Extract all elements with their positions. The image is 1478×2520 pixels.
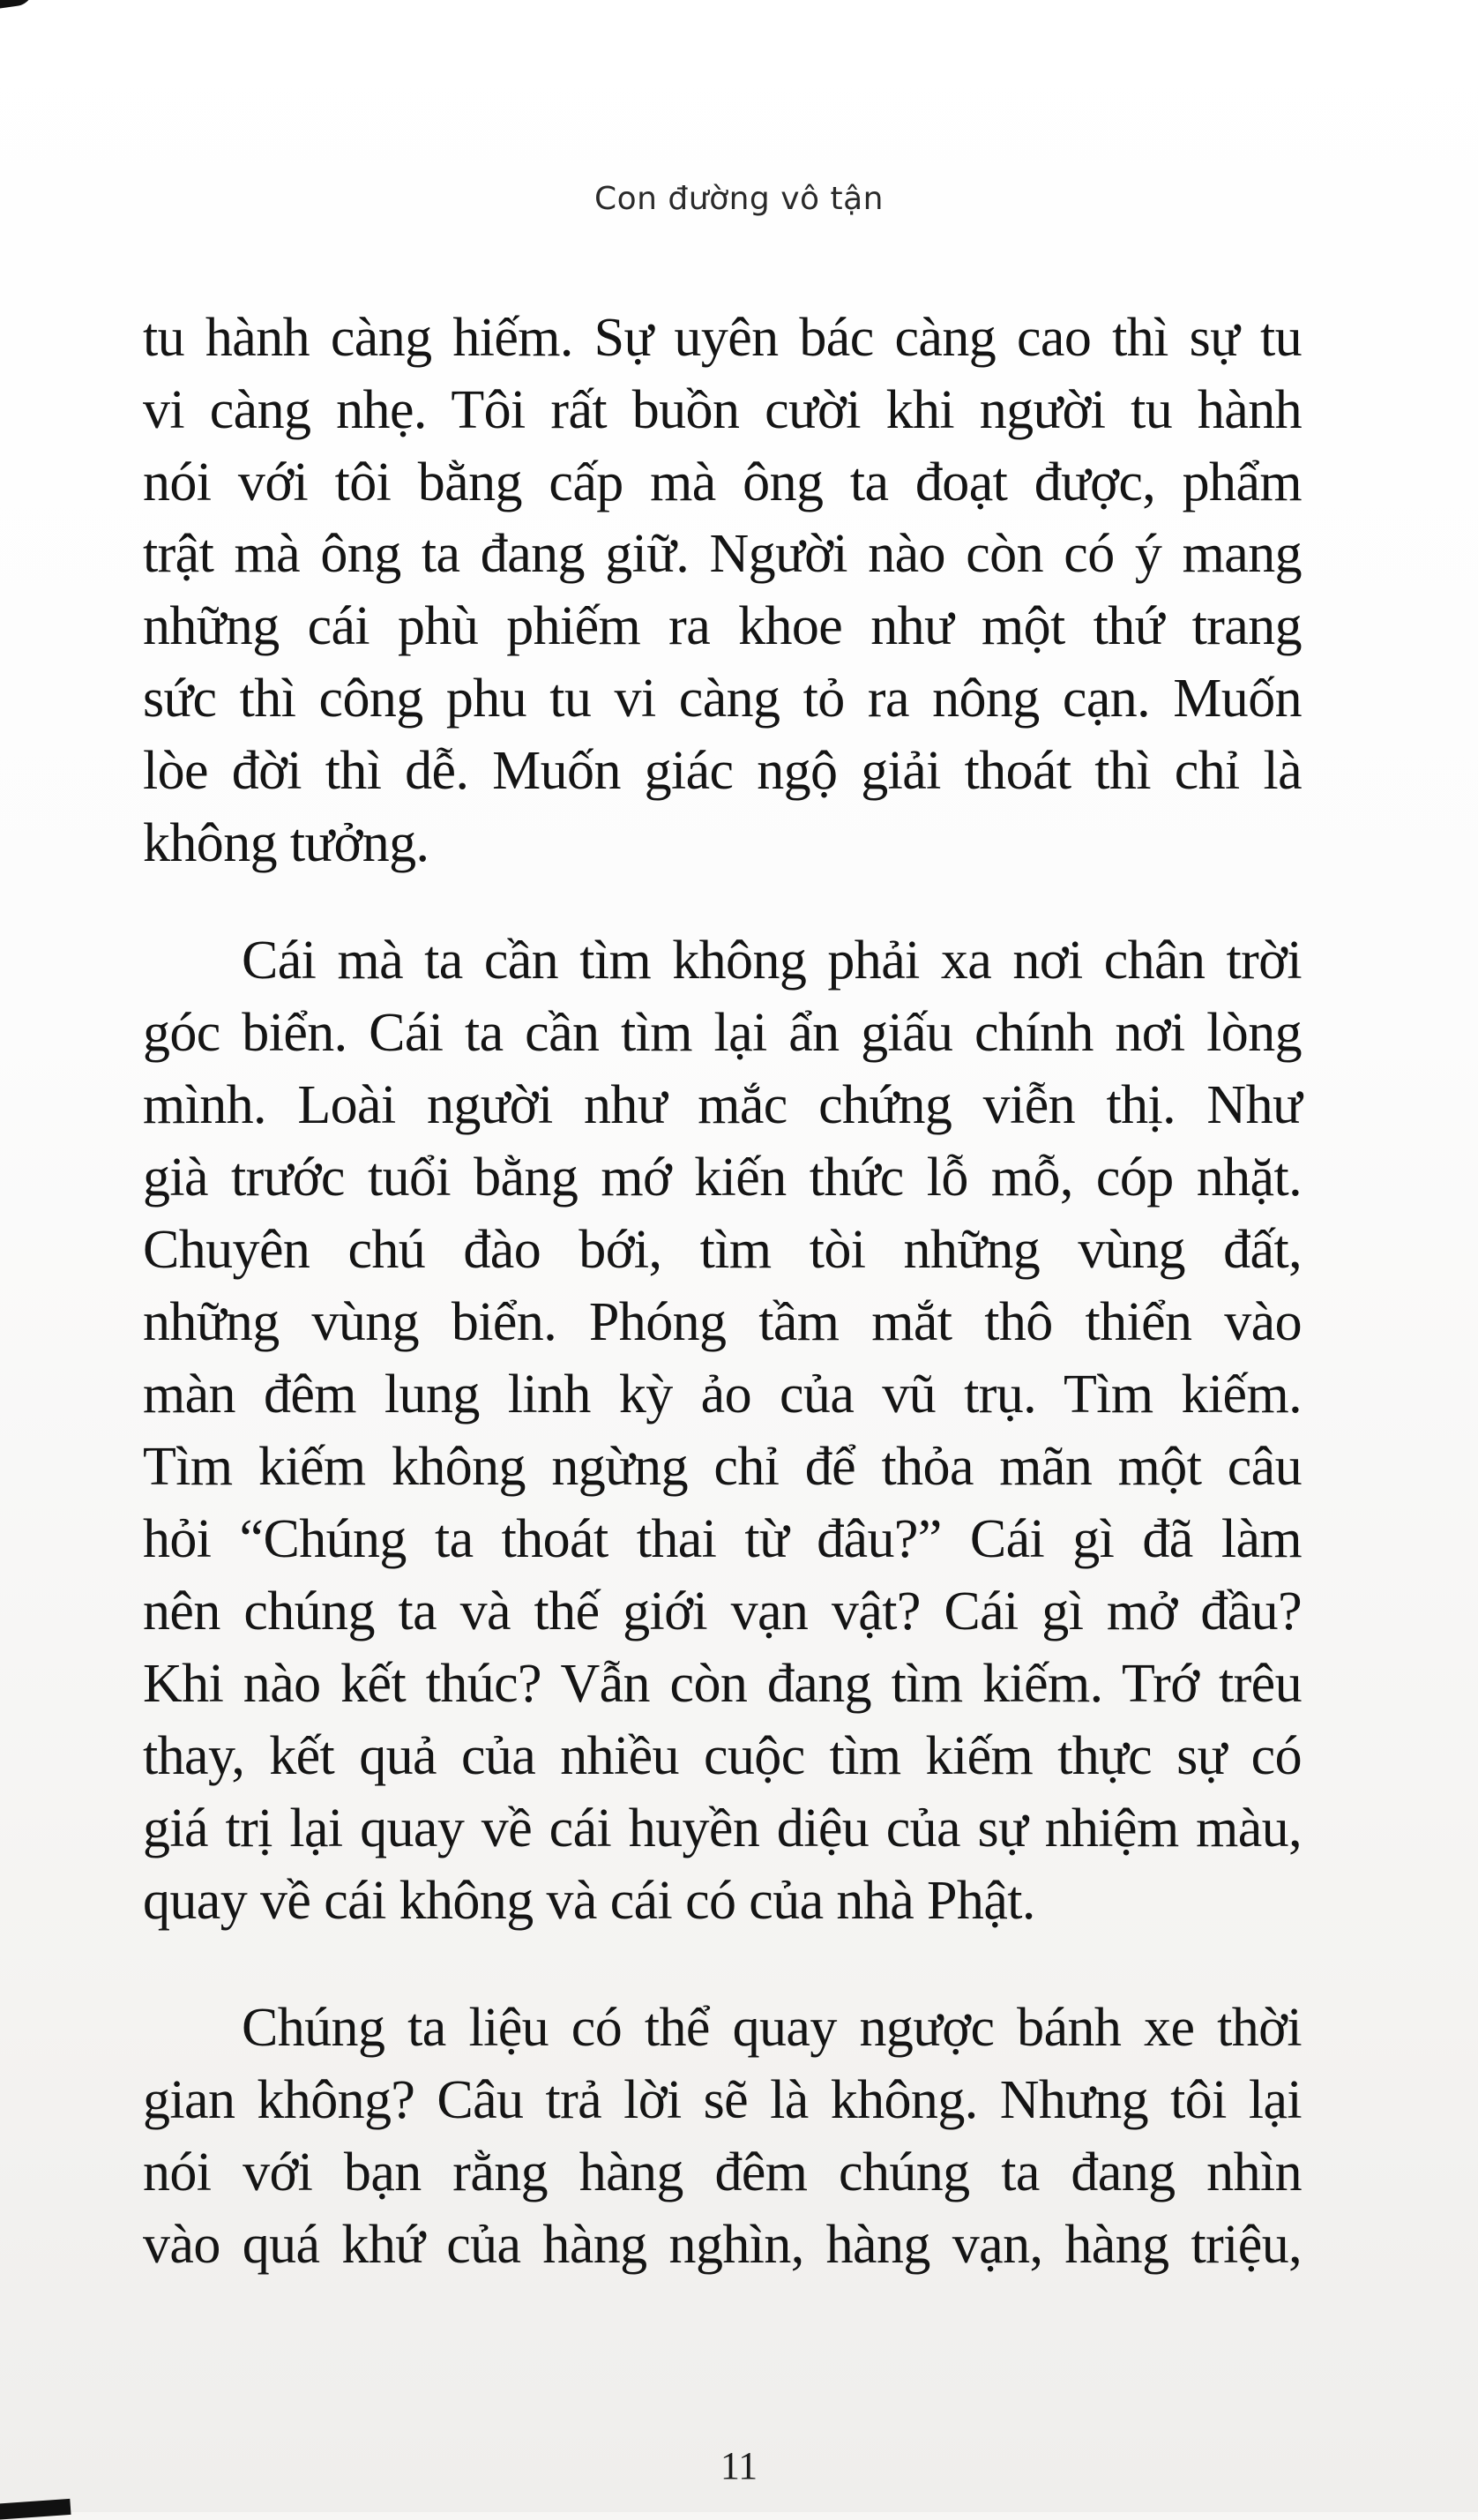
text-line: nói với bạn rằng hàng đêm chúng ta đang nhìn	[143, 2142, 1302, 2202]
page-edge-shadow	[0, 2499, 71, 2520]
text-line: những vùng biển. Phóng tầm mắt thô thiển vào	[143, 1292, 1302, 1352]
page-number: 11	[720, 2444, 758, 2487]
text-line: góc biển. Cái ta cần tìm lại ẩn giấu chính nơi lòng	[143, 1003, 1302, 1063]
running-header: Con đường vô tận	[594, 181, 884, 217]
text-line: thay, kết quả của nhiều cuộc tìm kiếm thực sự có	[143, 1726, 1302, 1786]
text-line: nói với tôi bằng cấp mà ông ta đoạt được, phẩm	[143, 452, 1302, 512]
text-line: tu hành càng hiếm. Sự uyên bác càng cao thì sự tu	[143, 308, 1302, 368]
text-line: vào quá khứ của hàng nghìn, hàng vạn, hàng triệu,	[143, 2215, 1302, 2275]
text-line: Tìm kiếm không ngừng chỉ để thỏa mãn một câu	[143, 1437, 1302, 1497]
text-line: nên chúng ta và thế giới vạn vật? Cái gì mở đầu?	[143, 1582, 1302, 1641]
text-line: già trước tuổi bằng mớ kiến thức lỗ mỗ, cóp nhặt.	[143, 1148, 1302, 1208]
text-line: Chúng ta liệu có thể quay ngược bánh xe thời	[242, 1998, 1302, 2058]
text-line: gian không? Câu trả lời sẽ là không. Nhưng tôi lại	[143, 2070, 1302, 2130]
text-line: những cái phù phiếm ra khoe như một thứ trang	[143, 596, 1302, 656]
text-line: Cái mà ta cần tìm không phải xa nơi chân trời	[242, 931, 1302, 991]
text-line: không tưởng.	[143, 813, 429, 873]
text-line: Khi nào kết thúc? Vẫn còn đang tìm kiếm. Trớ trêu	[143, 1654, 1302, 1714]
text-line: quay về cái không và cái có của nhà Phật.	[143, 1871, 1035, 1931]
text-line: mình. Loài người như mắc chứng viễn thị. Như	[143, 1075, 1302, 1135]
text-line: trật mà ông ta đang giữ. Người nào còn có ý mang	[143, 524, 1302, 584]
page-corner-shadow	[0, 0, 36, 11]
text-line: màn đêm lung linh kỳ ảo của vũ trụ. Tìm kiếm.	[143, 1365, 1302, 1425]
text-line: vi càng nhẹ. Tôi rất buồn cười khi người tu hành	[143, 380, 1302, 440]
text-line: sức thì công phu tu vi càng tỏ ra nông cạn. Muốn	[143, 669, 1302, 729]
text-line: giá trị lại quay về cái huyền diệu của sự nhiệm màu,	[143, 1798, 1302, 1858]
text-line: lòe đời thì dễ. Muốn giác ngộ giải thoát thì chỉ là	[143, 741, 1302, 801]
text-line: Chuyên chú đào bới, tìm tòi những vùng đất,	[143, 1220, 1302, 1280]
text-line: hỏi “Chúng ta thoát thai từ đâu?” Cái gì đã làm	[143, 1509, 1302, 1569]
